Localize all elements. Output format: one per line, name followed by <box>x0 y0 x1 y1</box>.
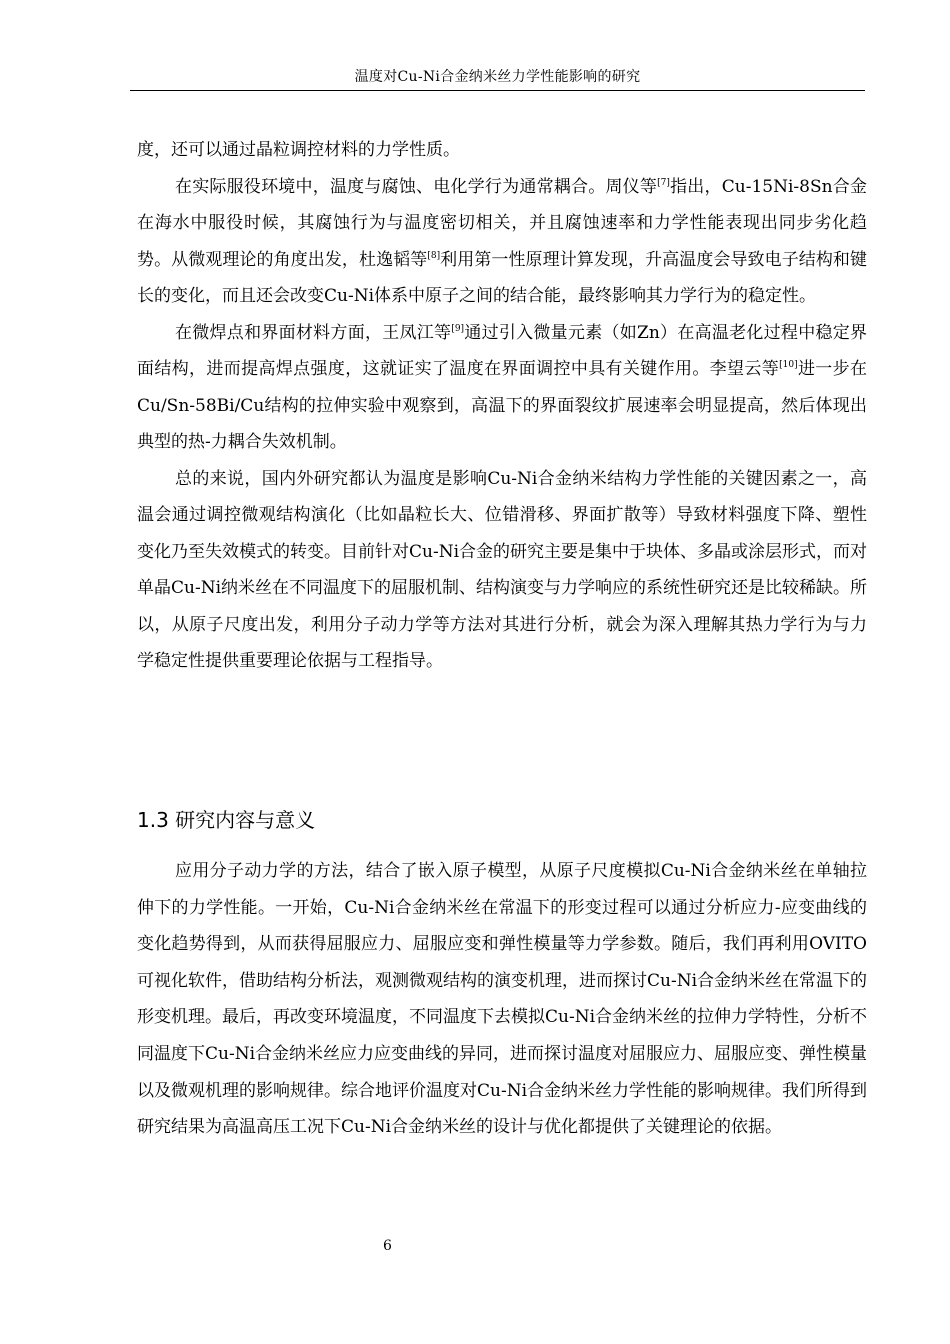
header-divider <box>130 90 865 91</box>
body-text <box>137 132 867 680</box>
paragraph-3 <box>137 315 867 461</box>
paragraph-2-part-b: 指出，Cu-15Ni-8Sn合金在海水中服役时候，其腐蚀行为与温度密切相关，并且腐蚀速率和力学性能表现出同步劣化趋势。从微观理论的角度出发，杜逸韬等 <box>137 176 867 270</box>
citation-7: [7] <box>657 177 670 188</box>
citation-10: [10] <box>779 360 798 370</box>
section-heading: 1.3 研究内容与意义 <box>137 808 316 832</box>
paragraph-2-part-a: 在实际服役环境中，温度与腐蚀、电化学行为通常耦合。周仪等 <box>175 176 658 197</box>
page-number: 6 <box>383 1238 392 1254</box>
paragraph-3-part-c: 进一步在Cu/Sn-58Bi/Cu结构的拉伸实验中观察到，高温下的界面裂纹扩展速率会明显提高，然后体现出典型的热-力耦合失效机制。 <box>137 359 868 452</box>
paragraph-3-part-b: 通过引入微量元素（如Zn）在高温老化过程中稳定界面结构，进而提高焊点强度，这就证实了温度在界面调控中具有关键作用。李望云等 <box>137 322 868 379</box>
paragraph-2 <box>137 169 867 315</box>
paragraph-2-part-c: 利用第一性原理计算发现，升高温度会导致电子结构和键长的变化，而且还会改变Cu-Ni体系中原子之间的结合能，最终影响其力学行为的稳定性。 <box>137 249 868 306</box>
running-header: 温度对Cu-Ni合金纳米丝力学性能影响的研究 <box>354 69 641 85</box>
paragraph-1: 度，还可以通过晶粒调控材料的力学性质。 <box>137 140 460 160</box>
paragraph-3-part-a: 在微焊点和界面材料方面，王凤江等 <box>175 322 452 343</box>
section-paragraph: 应用分子动力学的方法，结合了嵌入原子模型，从原子尺度模拟Cu-Ni合金纳米丝在单轴拉伸下的力学性能。一开始，Cu-Ni合金纳米丝在常温下的形变过程可以通过分析应力-应变曲线的变化趋势得到，从而获得屈服应力、屈服应变和弹性模量等力学参数。随后，我们再利用OVITO可视化软件，借助结构分析法，观测微观结构的演变机理，进而探讨Cu-Ni合金纳米丝在常温下的形变机理。最后，再改变环境温度，不同温度下去模拟Cu-Ni合金纳米丝的拉伸力学特性，分析不同温度下Cu-Ni合金纳米丝应力应变曲线的异同，进而探讨温度对屈服应力、屈服应变、弹性模量以及微观机理的影响规律。综合地评价温度对Cu-Ni合金纳米丝力学性能的影响规律。我们所得到研究结果为高温高压工况下Cu-Ni合金纳米丝的设计与优化都提供了关键理论的依据。 <box>137 861 868 1138</box>
paragraph-4: 总的来说，国内外研究都认为温度是影响Cu-Ni合金纳米结构力学性能的关键因素之一，高温会通过调控微观结构演化（比如晶粒长大、位错滑移、界面扩散等）导致材料强度下降、塑性变化乃至失效模式的转变。目前针对Cu-Ni合金的研究主要是集中于块体、多晶或涂层形式，而对单晶Cu-Ni纳米丝在不同温度下的屈服机制、结构演变与力学响应的系统性研究还是比较稀缺。所以，从原子尺度出发，利用分子动力学等方法对其进行分析，就会为深入理解其热力学行为与力学稳定性提供重要理论依据与工程指导。 <box>137 468 868 671</box>
citation-9: [9] <box>451 323 465 334</box>
citation-8: [8] <box>427 250 441 261</box>
section-body <box>137 853 867 1146</box>
